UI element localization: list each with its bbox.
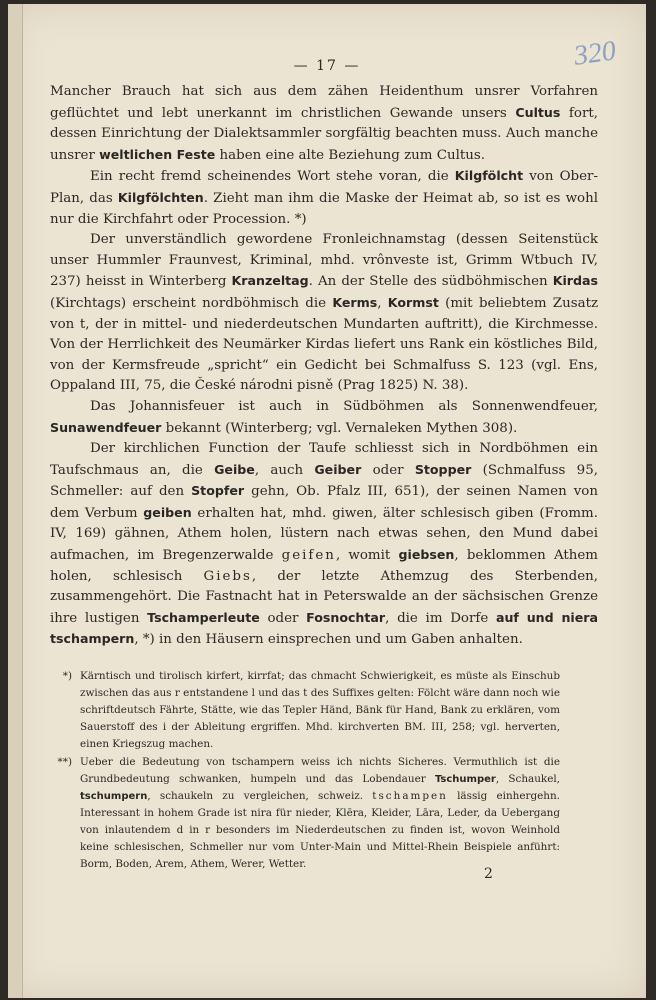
fraktur-term: weltlichen Feste	[99, 146, 216, 162]
handwritten-page-number: 320	[571, 35, 618, 72]
fraktur-term: Fosnochtar	[306, 609, 386, 625]
text-run: (Kirchtags) erscheint nordböhmisch die	[50, 295, 333, 311]
fraktur-term: Kilgfölcht	[454, 168, 524, 184]
fraktur-term: Kormst	[387, 294, 439, 310]
fraktur-term: giebsen	[398, 547, 455, 563]
paragraph	[50, 82, 598, 166]
spaced-term: geifen	[281, 548, 336, 564]
text-run: ,	[377, 295, 388, 311]
text-run: gehn, Ob. Pfalz III, 651), der seinen Namen von dem Verbum	[50, 484, 598, 521]
page-header: — 17 —	[293, 58, 361, 74]
text-run: , die im Dorfe	[385, 610, 496, 626]
text-run: . An der Stelle des südböhmischen	[308, 274, 553, 290]
footnote	[52, 668, 560, 753]
text-run: oder	[259, 610, 307, 626]
text-run: Das Johannisfeuer ist auch in Südböhmen als Sonnenwendfeuer,	[90, 398, 598, 414]
page-gutter	[8, 4, 23, 998]
fraktur-term: Geiber	[314, 461, 362, 477]
footnote-mark: **)	[57, 756, 72, 768]
text-run: , schaukeln zu vergleichen, schweiz.	[147, 790, 373, 802]
spaced-term: tschampen	[372, 790, 448, 802]
text-run: (mit beliebtem Zusatz von t, der in mittel- und niederdeutschen Mundarten auftritt), die Kirchmesse. Von der Herrlichkeit des Neumärker Kirdas liefert uns Rank ein köstliches Bild, von der Kermsfreude „spricht“ ein Gedicht bei Schmalfuss S. 123 (vgl. Ens, Oppaland III, 75, die České národni pisně (Prag 1825) N. 38).	[50, 295, 599, 394]
fraktur-term: Tschumper	[434, 774, 496, 785]
book-page	[8, 4, 646, 998]
text-run: Ueber die Bedeutung von tschampern weiss ich nichts Sicheres. Vermuthlich ist die Grundbedeutung schwanken, humpeln und das Lobendauer	[80, 756, 560, 785]
fraktur-term: geiben	[143, 504, 192, 520]
spaced-term: Giebs	[203, 568, 252, 584]
text-run: Der kirchlichen Function der Taufe schliesst sich in Nordböhmen ein Taufschmaus an, die	[50, 441, 598, 478]
fraktur-term: Kerms	[332, 294, 378, 310]
text-run: , Schaukel,	[495, 773, 560, 785]
fraktur-term: Cultus	[515, 104, 561, 120]
fraktur-term: Kranzeltag	[231, 273, 309, 289]
fraktur-term: auf und niera tschampern	[50, 609, 598, 647]
paragraph	[50, 166, 598, 230]
text-run: von Ober-Plan, das	[50, 169, 598, 206]
text-run: , auch	[254, 462, 315, 478]
fraktur-term: Tschamperleute	[147, 609, 260, 625]
text-run: , beklommen Athem holen, schlesisch	[50, 548, 599, 584]
text-run: erhalten hat, mhd. giwen, älter schlesisch giben (Fromm. IV, 169) gähnen, Athem holen, lüstern nach etwas sehen, den Mund dabei aufmachen, im Bregenzerwalde	[50, 505, 598, 564]
paragraph	[50, 397, 598, 439]
text-run: haben eine alte Beziehung zum Cultus.	[215, 147, 486, 163]
fraktur-term: Stopper	[414, 461, 472, 477]
fraktur-term: Stopfer	[191, 483, 245, 499]
text-run: Der unverständlich gewordene Fronleichnamstag (dessen Seitenstück unser Hummler Fraunvest, Kriminal, mhd. vrônveste ist, Grimm Wtbuch IV, 237) heisst in Winterberg	[50, 232, 598, 290]
text-run: , *) in den Häusern einsprechen und um Gaben anhalten.	[134, 632, 523, 648]
text-run: Ein recht fremd scheinendes Wort stehe voran, die	[90, 169, 455, 185]
text-run: (Schmalfuss 95, Schmeller: auf den	[50, 462, 598, 500]
text-run: oder	[361, 462, 415, 478]
text-run: Kärntisch und tirolisch kirfert, kirrfat; das chmacht Schwierigkeit, es müste als Einschub zwischen das aus r entstandene l und das t des Suffixes gelten: Fölcht wäre dann noch wie schriftdeutsch Fährte, Stätte, wie das Tepler Händ, Bänk für Hand, Bank zu erklären, vom Sauerstoff des i der Ableitung ergriffen. Mhd. kirchverten BM. III, 258; vgl. herverten, einen Kriegszug machen.	[80, 670, 560, 750]
fraktur-term: tschumpern	[80, 791, 148, 802]
text-run: . Zieht man ihm die Maske der Heimat ab, so ist es wohl nur die Kirchfahrt oder Procession. *)	[50, 190, 598, 227]
fraktur-term: Kirdas	[552, 273, 598, 289]
footnote-mark: *)	[62, 670, 72, 682]
text-run: bekannt (Winterberg; vgl. Vernaleken Mythen 308).	[161, 420, 518, 436]
text-run: fort, dessen Einrichtung der Dialektsammler sorgfältig beachten muss. Auch manche unsrer	[50, 105, 598, 163]
main-text	[50, 82, 598, 651]
fraktur-term: Sunawendfeuer	[50, 419, 162, 435]
paragraph	[50, 439, 598, 651]
paragraph	[50, 230, 598, 397]
signature-mark: 2	[484, 866, 493, 882]
fraktur-term: Geibe	[214, 461, 255, 477]
footnotes	[52, 668, 560, 874]
text-run: Mancher Brauch hat sich aus dem zähen Heidenthum unsrer Vorfahren geflüchtet und lebt unerkannt im christlichen Gewande unsers	[50, 84, 598, 121]
text-run: , womit	[335, 548, 399, 564]
fraktur-term: Kilgfölchten	[117, 189, 204, 205]
footnote	[52, 754, 560, 873]
text-run: lässig einhergehn. Interessant in hohem Grade ist nira für nieder, Klēra, Kleider, Lāra, Leder, da Uebergang von inlautendem d in r besonders im Niederdeutschen zu finden ist, wovon Weinhold keine schlesischen, Schmeller nur vom Unter-Main und Mittel-Rhein Beispiele anführt: Borm, Boden, Arem, Athem, Werer, Wetter.	[80, 790, 560, 870]
text-run: , der letzte Athemzug des Sterbenden, zusammengehört. Die Fastnacht hat in Peterswalde an der sächsischen Grenze ihre lustigen	[50, 568, 598, 626]
